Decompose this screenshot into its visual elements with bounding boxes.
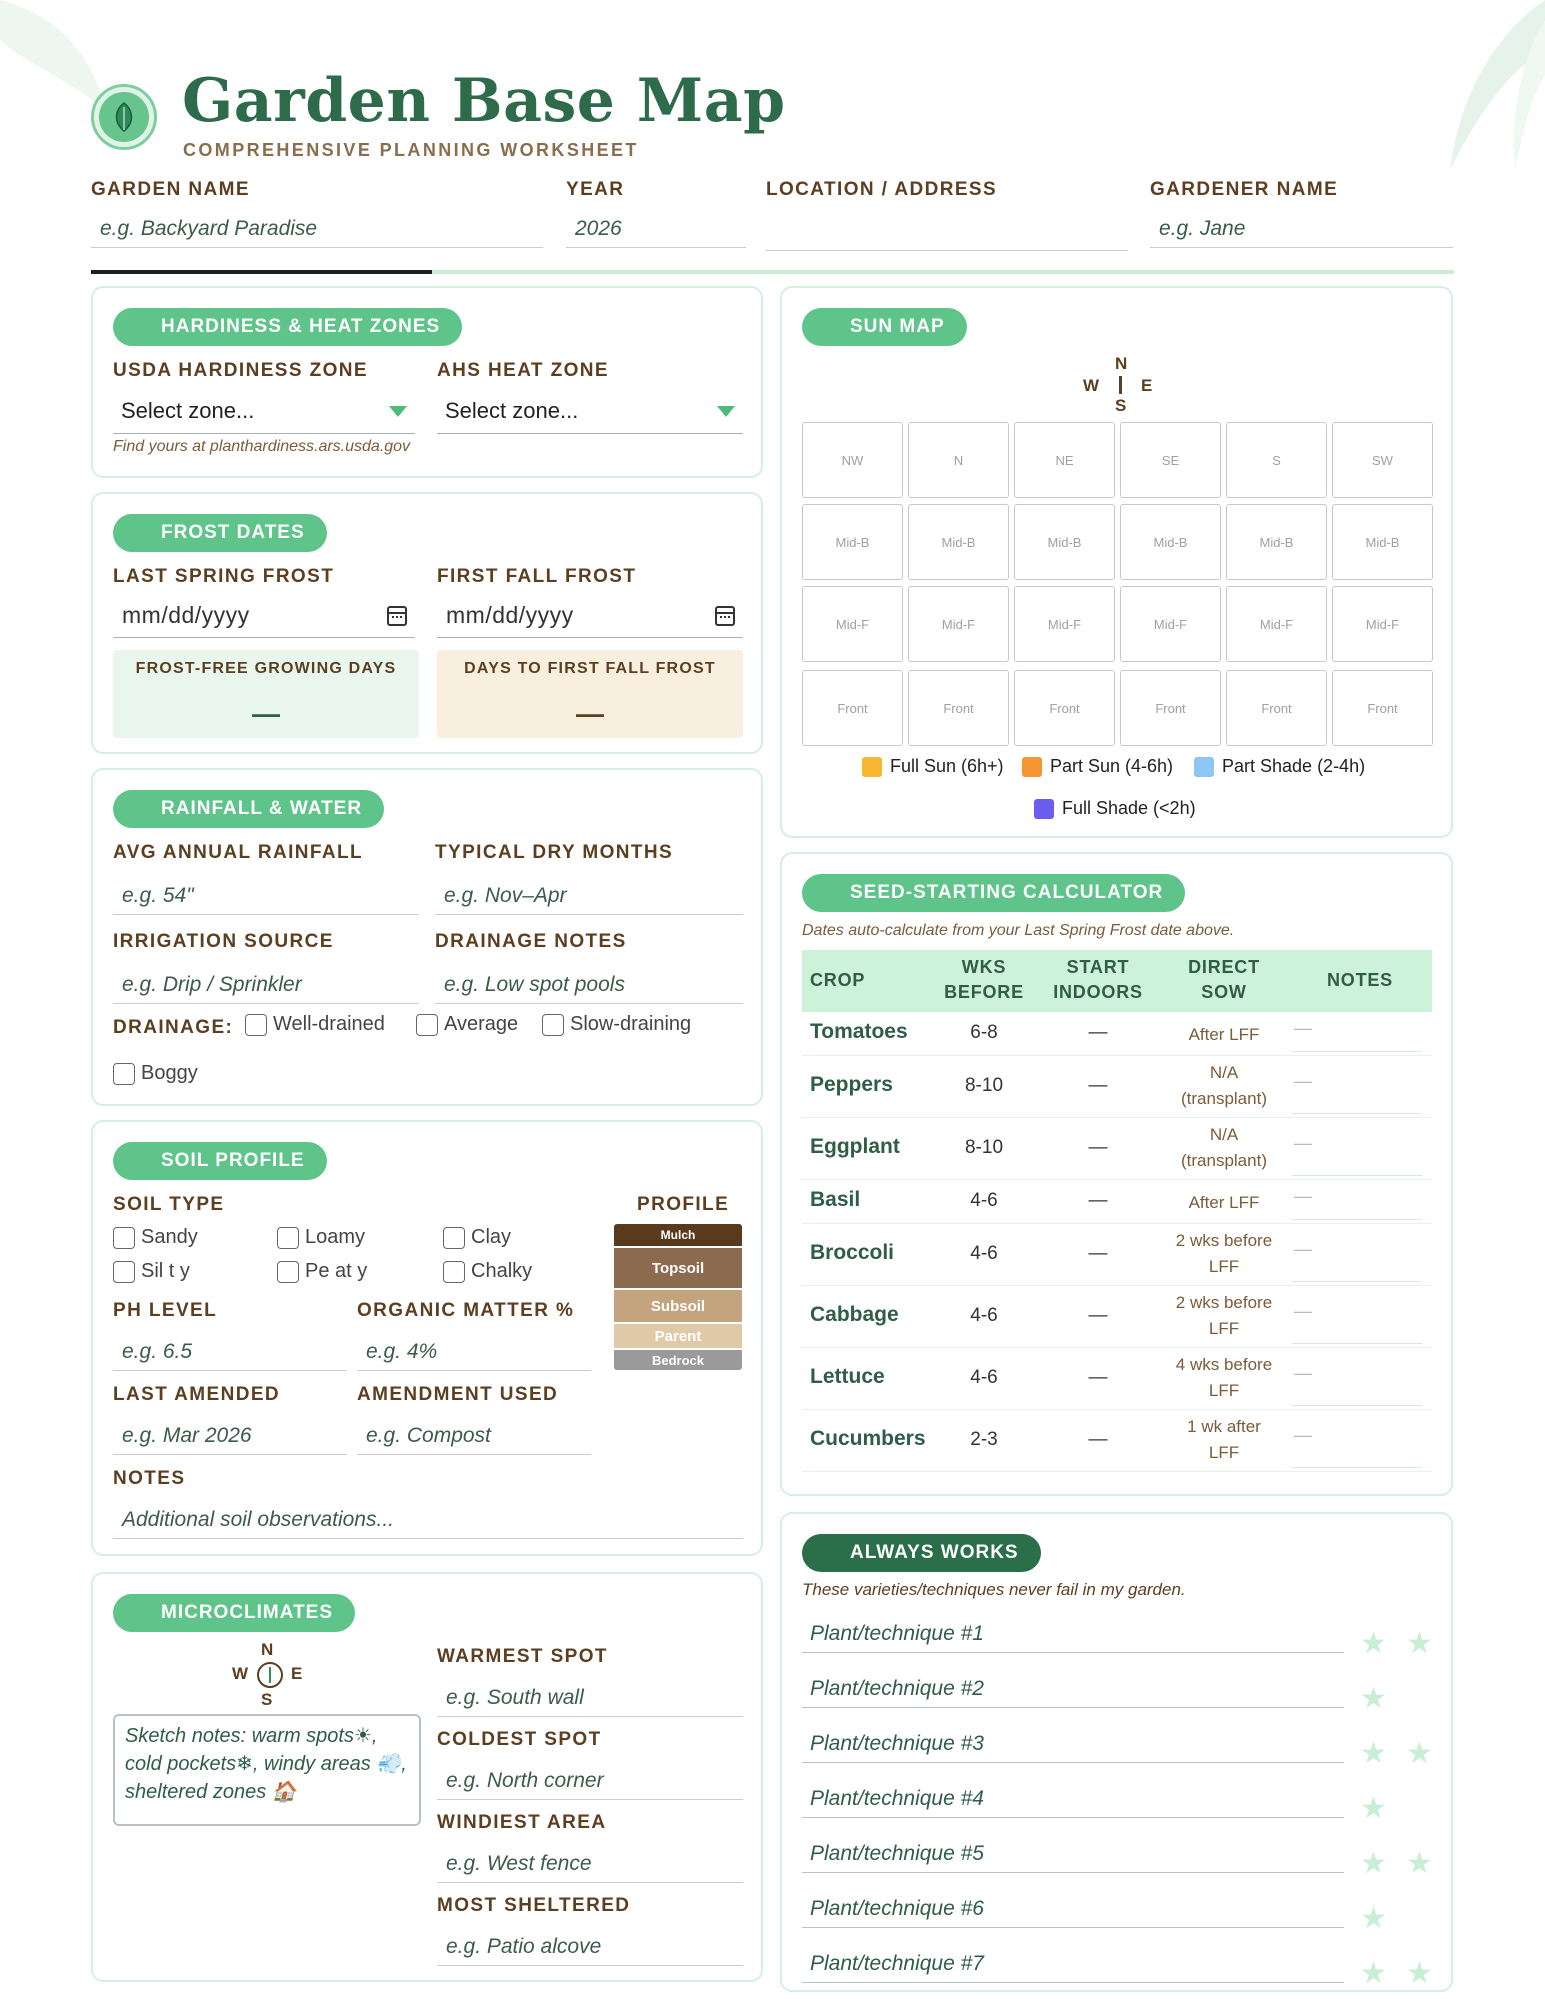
- seed-table-row: [802, 1012, 1432, 1056]
- header-divider-light: [432, 270, 1454, 274]
- location-input[interactable]: [766, 211, 1128, 251]
- weeks-before: 4-6: [970, 1305, 998, 1326]
- coldest-spot-label: COLDEST SPOT: [437, 1729, 602, 1750]
- frost-card: [91, 492, 763, 754]
- coldest-spot-input[interactable]: e.g. North corner: [437, 1763, 743, 1800]
- organic-matter-input[interactable]: e.g. 4%: [357, 1334, 591, 1371]
- sun-grid-cell[interactable]: NW: [802, 422, 903, 498]
- most-sheltered-label: MOST SHELTERED: [437, 1895, 631, 1916]
- sun-grid-cell[interactable]: NE: [1014, 422, 1115, 498]
- sun-grid-cell[interactable]: Front: [1226, 670, 1327, 746]
- seed-table-row: [802, 1348, 1432, 1410]
- soil-type-loamy[interactable]: Loamy: [277, 1226, 365, 1249]
- leaf-icon: [91, 84, 157, 150]
- notes-input[interactable]: —: [1292, 1301, 1422, 1344]
- checkbox[interactable]: [542, 1014, 564, 1036]
- crop-name: Cabbage: [810, 1303, 899, 1326]
- microclimates-card: [91, 1572, 763, 1982]
- windiest-area-input[interactable]: e.g. West fence: [437, 1846, 743, 1883]
- direct-sow: 2 wks before LFF: [1175, 1293, 1273, 1338]
- drainage-option-average[interactable]: Average: [416, 1013, 518, 1036]
- notes-input[interactable]: —: [1292, 1425, 1422, 1468]
- dry-months-input[interactable]: e.g. Nov–Apr: [435, 878, 743, 915]
- sun-grid-cell[interactable]: Front: [1014, 670, 1115, 746]
- soil-type-silty[interactable]: Sil t y: [113, 1260, 190, 1283]
- first-fall-frost-input[interactable]: [437, 596, 743, 638]
- sun-grid-cell[interactable]: Front: [1332, 670, 1433, 746]
- growing-days-value: —: [252, 698, 280, 729]
- header-wks: WKS BEFORE: [944, 957, 1024, 1002]
- last-amended-input[interactable]: e.g. Mar 2026: [113, 1418, 347, 1455]
- start-indoors-date: —: [1088, 1022, 1108, 1043]
- days-to-fall-stat: [437, 650, 743, 738]
- calendar-icon[interactable]: [387, 606, 407, 626]
- seed-table-row: [802, 1224, 1432, 1286]
- star-icon[interactable]: ★: [1406, 1957, 1433, 1990]
- star-icon[interactable]: ★: [1360, 1957, 1387, 1990]
- warmest-spot-input[interactable]: e.g. South wall: [437, 1680, 743, 1717]
- growing-days-label: FROST-FREE GROWING DAYS: [135, 660, 397, 677]
- start-indoors-date: —: [1088, 1137, 1108, 1158]
- sun-grid-cell[interactable]: Mid-B: [1332, 504, 1433, 580]
- calendar-icon[interactable]: [715, 606, 735, 626]
- days-to-fall-value: —: [576, 698, 604, 729]
- checkbox[interactable]: [443, 1261, 465, 1283]
- sun-grid-cell[interactable]: Front: [802, 670, 903, 746]
- star-icon[interactable]: ★: [1360, 1847, 1387, 1880]
- legend-full-sun: Full Sun (6h+): [862, 756, 1004, 777]
- first-fall-frost-label: FIRST FALL FROST: [437, 566, 637, 587]
- soil-notes-input[interactable]: Additional soil observations...: [113, 1502, 743, 1539]
- drainage-option-boggy[interactable]: Boggy: [113, 1062, 198, 1085]
- chevron-down-icon: [717, 406, 735, 417]
- ph-label: PH LEVEL: [113, 1300, 218, 1321]
- sun-grid-cell[interactable]: SE: [1120, 422, 1221, 498]
- last-spring-frost-label: LAST SPRING FROST: [113, 566, 335, 587]
- sun-grid-cell[interactable]: Mid-F: [908, 586, 1009, 662]
- seed-table-header: [802, 950, 1432, 1012]
- notes-input[interactable]: —: [1292, 1133, 1422, 1176]
- soil-card: [91, 1120, 763, 1556]
- always-works-hint: These varieties/techniques never fail in my garden.: [802, 1580, 1186, 1599]
- sun-grid-cell[interactable]: Mid-B: [908, 504, 1009, 580]
- soil-profile-diagram: [614, 1224, 742, 1370]
- checkbox[interactable]: [113, 1261, 135, 1283]
- sun-grid-cell[interactable]: Front: [908, 670, 1009, 746]
- compass-west-label: W: [232, 1664, 249, 1683]
- garden-name-input[interactable]: e.g. Backyard Paradise: [91, 211, 543, 248]
- header-notes: NOTES: [1326, 970, 1393, 990]
- last-spring-frost-input[interactable]: [113, 596, 415, 638]
- annual-rainfall-input[interactable]: e.g. 54": [113, 878, 419, 915]
- profile-label: PROFILE: [637, 1194, 730, 1215]
- gardener-name-input[interactable]: e.g. Jane: [1150, 211, 1453, 248]
- microclimates-title: MICROCLIMATES: [113, 1594, 355, 1632]
- ph-input[interactable]: e.g. 6.5: [113, 1334, 347, 1371]
- drainage-label: DRAINAGE:: [113, 1017, 234, 1038]
- garden-name-label: GARDEN NAME: [91, 179, 250, 200]
- sun-grid-cell[interactable]: Front: [1120, 670, 1221, 746]
- ahs-zone-select[interactable]: [437, 392, 743, 434]
- star-icon[interactable]: ★: [1360, 1902, 1387, 1935]
- organic-matter-label: ORGANIC MATTER %: [357, 1300, 575, 1321]
- checkbox[interactable]: [443, 1227, 465, 1249]
- weeks-before: 2-3: [970, 1429, 998, 1450]
- start-indoors-date: —: [1088, 1429, 1108, 1450]
- sun-grid-cell[interactable]: Mid-F: [1120, 586, 1221, 662]
- sun-grid-cell[interactable]: Mid-F: [1332, 586, 1433, 662]
- compass-icon: [257, 1662, 283, 1688]
- always-works-item[interactable]: Plant/technique #6: [802, 1897, 1344, 1928]
- drainage-notes-input[interactable]: e.g. Low spot pools: [435, 967, 743, 1004]
- gardener-name-label: GARDENER NAME: [1150, 179, 1339, 200]
- weeks-before: 6-8: [970, 1022, 998, 1043]
- weeks-before: 4-6: [970, 1190, 998, 1211]
- legend-swatch: [1022, 757, 1042, 777]
- always-works-item[interactable]: Plant/technique #7: [802, 1952, 1344, 1983]
- last-amended-label: LAST AMENDED: [113, 1384, 281, 1405]
- soil-layer-topsoil: Topsoil: [614, 1248, 742, 1288]
- seed-table-row: [802, 1410, 1432, 1472]
- soil-layer-parent: Parent: [614, 1324, 742, 1348]
- seed-table-row: [802, 1286, 1432, 1348]
- soil-layer-mulch: Mulch: [614, 1224, 742, 1246]
- always-works-item[interactable]: Plant/technique #1: [802, 1622, 1344, 1653]
- always-works-item[interactable]: Plant/technique #3: [802, 1732, 1344, 1763]
- sun-grid-cell[interactable]: Mid-F: [1226, 586, 1327, 662]
- drainage-option-slow-draining[interactable]: Slow-draining: [542, 1013, 691, 1036]
- year-label: YEAR: [566, 179, 625, 200]
- weeks-before: 4-6: [970, 1367, 998, 1388]
- start-indoors-date: —: [1088, 1190, 1108, 1211]
- soil-title: SOIL PROFILE: [113, 1142, 327, 1180]
- sun-grid-cell[interactable]: Mid-B: [802, 504, 903, 580]
- sun-grid-cell[interactable]: Mid-B: [1014, 504, 1115, 580]
- sun-grid-cell[interactable]: Mid-F: [1014, 586, 1115, 662]
- seed-calculator-title: SEED-STARTING CALCULATOR: [802, 874, 1185, 912]
- always-works-item[interactable]: Plant/technique #5: [802, 1842, 1344, 1873]
- legend-swatch: [1194, 757, 1214, 777]
- compass-east-label: E: [291, 1664, 303, 1683]
- crop-name: Cucumbers: [810, 1427, 926, 1450]
- star-icon[interactable]: ★: [1406, 1847, 1433, 1880]
- compass-north-label: N: [1115, 354, 1128, 373]
- notes-input[interactable]: —: [1292, 1239, 1422, 1282]
- sketch-notes-area[interactable]: Sketch notes: warm spots☀, cold pockets❄, windy areas 💨, sheltered zones 🏠: [113, 1714, 421, 1826]
- annual-rainfall-label: AVG ANNUAL RAINFALL: [113, 842, 364, 863]
- sun-grid-cell[interactable]: S: [1226, 422, 1327, 498]
- compass-east-label: E: [1141, 376, 1153, 395]
- ahs-label: AHS HEAT ZONE: [437, 360, 609, 381]
- notes-input[interactable]: —: [1292, 1186, 1422, 1220]
- checkbox[interactable]: [113, 1063, 135, 1085]
- drainage-notes-label: DRAINAGE NOTES: [435, 931, 627, 952]
- legend-swatch: [1034, 799, 1054, 819]
- direct-sow: After LFF: [1188, 1193, 1260, 1212]
- sun-grid-cell[interactable]: SW: [1332, 422, 1433, 498]
- page-subtitle: COMPREHENSIVE PLANNING WORKSHEET: [183, 140, 639, 160]
- soil-layer-subsoil: Subsoil: [614, 1290, 742, 1322]
- days-to-fall-label: DAYS TO FIRST FALL FROST: [464, 660, 716, 677]
- header-divider-dark: [91, 270, 432, 274]
- frost-title: FROST DATES: [113, 514, 327, 552]
- sun-grid-cell[interactable]: Mid-B: [1226, 504, 1327, 580]
- rainfall-title: RAINFALL & WATER: [113, 790, 384, 828]
- notes-input[interactable]: —: [1292, 1363, 1422, 1406]
- start-indoors-date: —: [1088, 1075, 1108, 1096]
- header-direct-sow: DIRECT SOW: [1188, 957, 1260, 1002]
- notes-input[interactable]: —: [1292, 1071, 1422, 1114]
- soil-type-chalky[interactable]: Chalky: [443, 1260, 532, 1283]
- star-icon[interactable]: ★: [1360, 1737, 1387, 1770]
- start-indoors-date: —: [1088, 1243, 1108, 1264]
- crop-name: Tomatoes: [810, 1020, 908, 1043]
- compass-south-label: S: [1115, 396, 1127, 415]
- notes-input[interactable]: —: [1292, 1018, 1422, 1052]
- rainfall-card: [91, 768, 763, 1106]
- weeks-before: 8-10: [964, 1137, 1004, 1158]
- crop-name: Lettuce: [810, 1365, 885, 1388]
- checkbox[interactable]: [245, 1014, 267, 1036]
- hardiness-title: HARDINESS & HEAT ZONES: [113, 308, 462, 346]
- always-works-card: [780, 1512, 1453, 1992]
- legend-full-shade: Full Shade (<2h): [1034, 798, 1196, 819]
- location-label: LOCATION / ADDRESS: [766, 179, 998, 200]
- crop-name: Basil: [810, 1188, 861, 1211]
- star-icon[interactable]: ★: [1360, 1682, 1387, 1715]
- crop-name: Peppers: [810, 1073, 893, 1096]
- sun-map-title: SUN MAP: [802, 308, 967, 346]
- usda-zone-value: Select zone...: [121, 398, 255, 423]
- soil-notes-label: NOTES: [113, 1468, 186, 1489]
- crop-name: Broccoli: [810, 1241, 895, 1264]
- star-icon[interactable]: ★: [1406, 1627, 1433, 1660]
- legend-swatch: [862, 757, 882, 777]
- soil-type-peaty[interactable]: Pe at y: [277, 1260, 367, 1283]
- crop-name: Eggplant: [810, 1135, 900, 1158]
- header-crop: CROP: [810, 970, 866, 990]
- always-works-title: ALWAYS WORKS: [802, 1534, 1041, 1572]
- checkbox[interactable]: [277, 1227, 299, 1249]
- direct-sow: After LFF: [1188, 1025, 1260, 1044]
- weeks-before: 8-10: [964, 1075, 1004, 1096]
- seed-calculator-hint: Dates auto-calculate from your Last Spring Frost date above.: [802, 922, 1235, 939]
- seed-table-row: [802, 1056, 1432, 1118]
- legend-part-shade: Part Shade (2-4h): [1194, 756, 1365, 777]
- irrigation-label: IRRIGATION SOURCE: [113, 931, 334, 952]
- amendment-used-input[interactable]: e.g. Compost: [357, 1418, 591, 1455]
- compass-west-label: W: [1083, 376, 1100, 395]
- seed-table-row: [802, 1118, 1432, 1180]
- checkbox[interactable]: [416, 1014, 438, 1036]
- start-indoors-date: —: [1088, 1305, 1108, 1326]
- direct-sow: 1 wk after LFF: [1187, 1417, 1261, 1462]
- drainage-option-well-drained[interactable]: Well-drained: [245, 1013, 385, 1036]
- page-title: Garden Base Map: [182, 66, 786, 136]
- star-icon[interactable]: ★: [1360, 1792, 1387, 1825]
- always-works-item[interactable]: Plant/technique #4: [802, 1787, 1344, 1818]
- checkbox[interactable]: [277, 1261, 299, 1283]
- seed-calculator-card: [780, 852, 1453, 1496]
- sun-map-card: [780, 286, 1453, 838]
- soil-layer-bedrock: Bedrock: [614, 1350, 742, 1370]
- always-works-item[interactable]: Plant/technique #2: [802, 1677, 1344, 1708]
- usda-label: USDA HARDINESS ZONE: [113, 360, 368, 381]
- hardiness-card: [91, 286, 763, 478]
- usda-zone-select[interactable]: [113, 392, 415, 434]
- direct-sow: N/A (transplant): [1181, 1125, 1267, 1170]
- chevron-down-icon: [389, 406, 407, 417]
- sun-grid-cell[interactable]: Mid-F: [802, 586, 903, 662]
- checkbox[interactable]: [113, 1227, 135, 1249]
- compass-north-label: N: [261, 1640, 274, 1659]
- soil-type-sandy[interactable]: Sandy: [113, 1226, 198, 1249]
- hardiness-hint: Find yours at planthardiness.ars.usda.gov: [113, 438, 411, 455]
- amendment-used-label: AMENDMENT USED: [357, 1384, 559, 1405]
- compass-needle-icon: [1119, 376, 1122, 394]
- direct-sow: 2 wks before LFF: [1175, 1231, 1273, 1276]
- last-spring-frost-value: mm/dd/yyyy: [122, 602, 250, 628]
- soil-type-clay[interactable]: Clay: [443, 1226, 511, 1249]
- direct-sow: N/A (transplant): [1181, 1063, 1267, 1108]
- warmest-spot-label: WARMEST SPOT: [437, 1646, 608, 1667]
- soil-type-label: SOIL TYPE: [113, 1194, 225, 1215]
- compass-south-label: S: [261, 1690, 273, 1709]
- ahs-zone-value: Select zone...: [445, 398, 579, 423]
- windiest-area-label: WINDIEST AREA: [437, 1812, 607, 1833]
- page-header: [91, 66, 1451, 166]
- dry-months-label: TYPICAL DRY MONTHS: [435, 842, 674, 863]
- sun-grid-cell[interactable]: Mid-B: [1120, 504, 1221, 580]
- sun-grid-cell[interactable]: N: [908, 422, 1009, 498]
- growing-days-stat: [113, 650, 419, 738]
- irrigation-input[interactable]: e.g. Drip / Sprinkler: [113, 967, 419, 1004]
- year-input[interactable]: 2026: [566, 211, 746, 248]
- first-fall-frost-value: mm/dd/yyyy: [446, 602, 574, 628]
- start-indoors-date: —: [1088, 1367, 1108, 1388]
- seed-table-row: [802, 1180, 1432, 1224]
- most-sheltered-input[interactable]: e.g. Patio alcove: [437, 1929, 743, 1966]
- star-icon[interactable]: ★: [1406, 1737, 1433, 1770]
- star-icon[interactable]: ★: [1360, 1627, 1387, 1660]
- legend-part-sun: Part Sun (4-6h): [1022, 756, 1173, 777]
- weeks-before: 4-6: [970, 1243, 998, 1264]
- header-start-indoors: START INDOORS: [1053, 957, 1143, 1002]
- direct-sow: 4 wks before LFF: [1175, 1355, 1273, 1400]
